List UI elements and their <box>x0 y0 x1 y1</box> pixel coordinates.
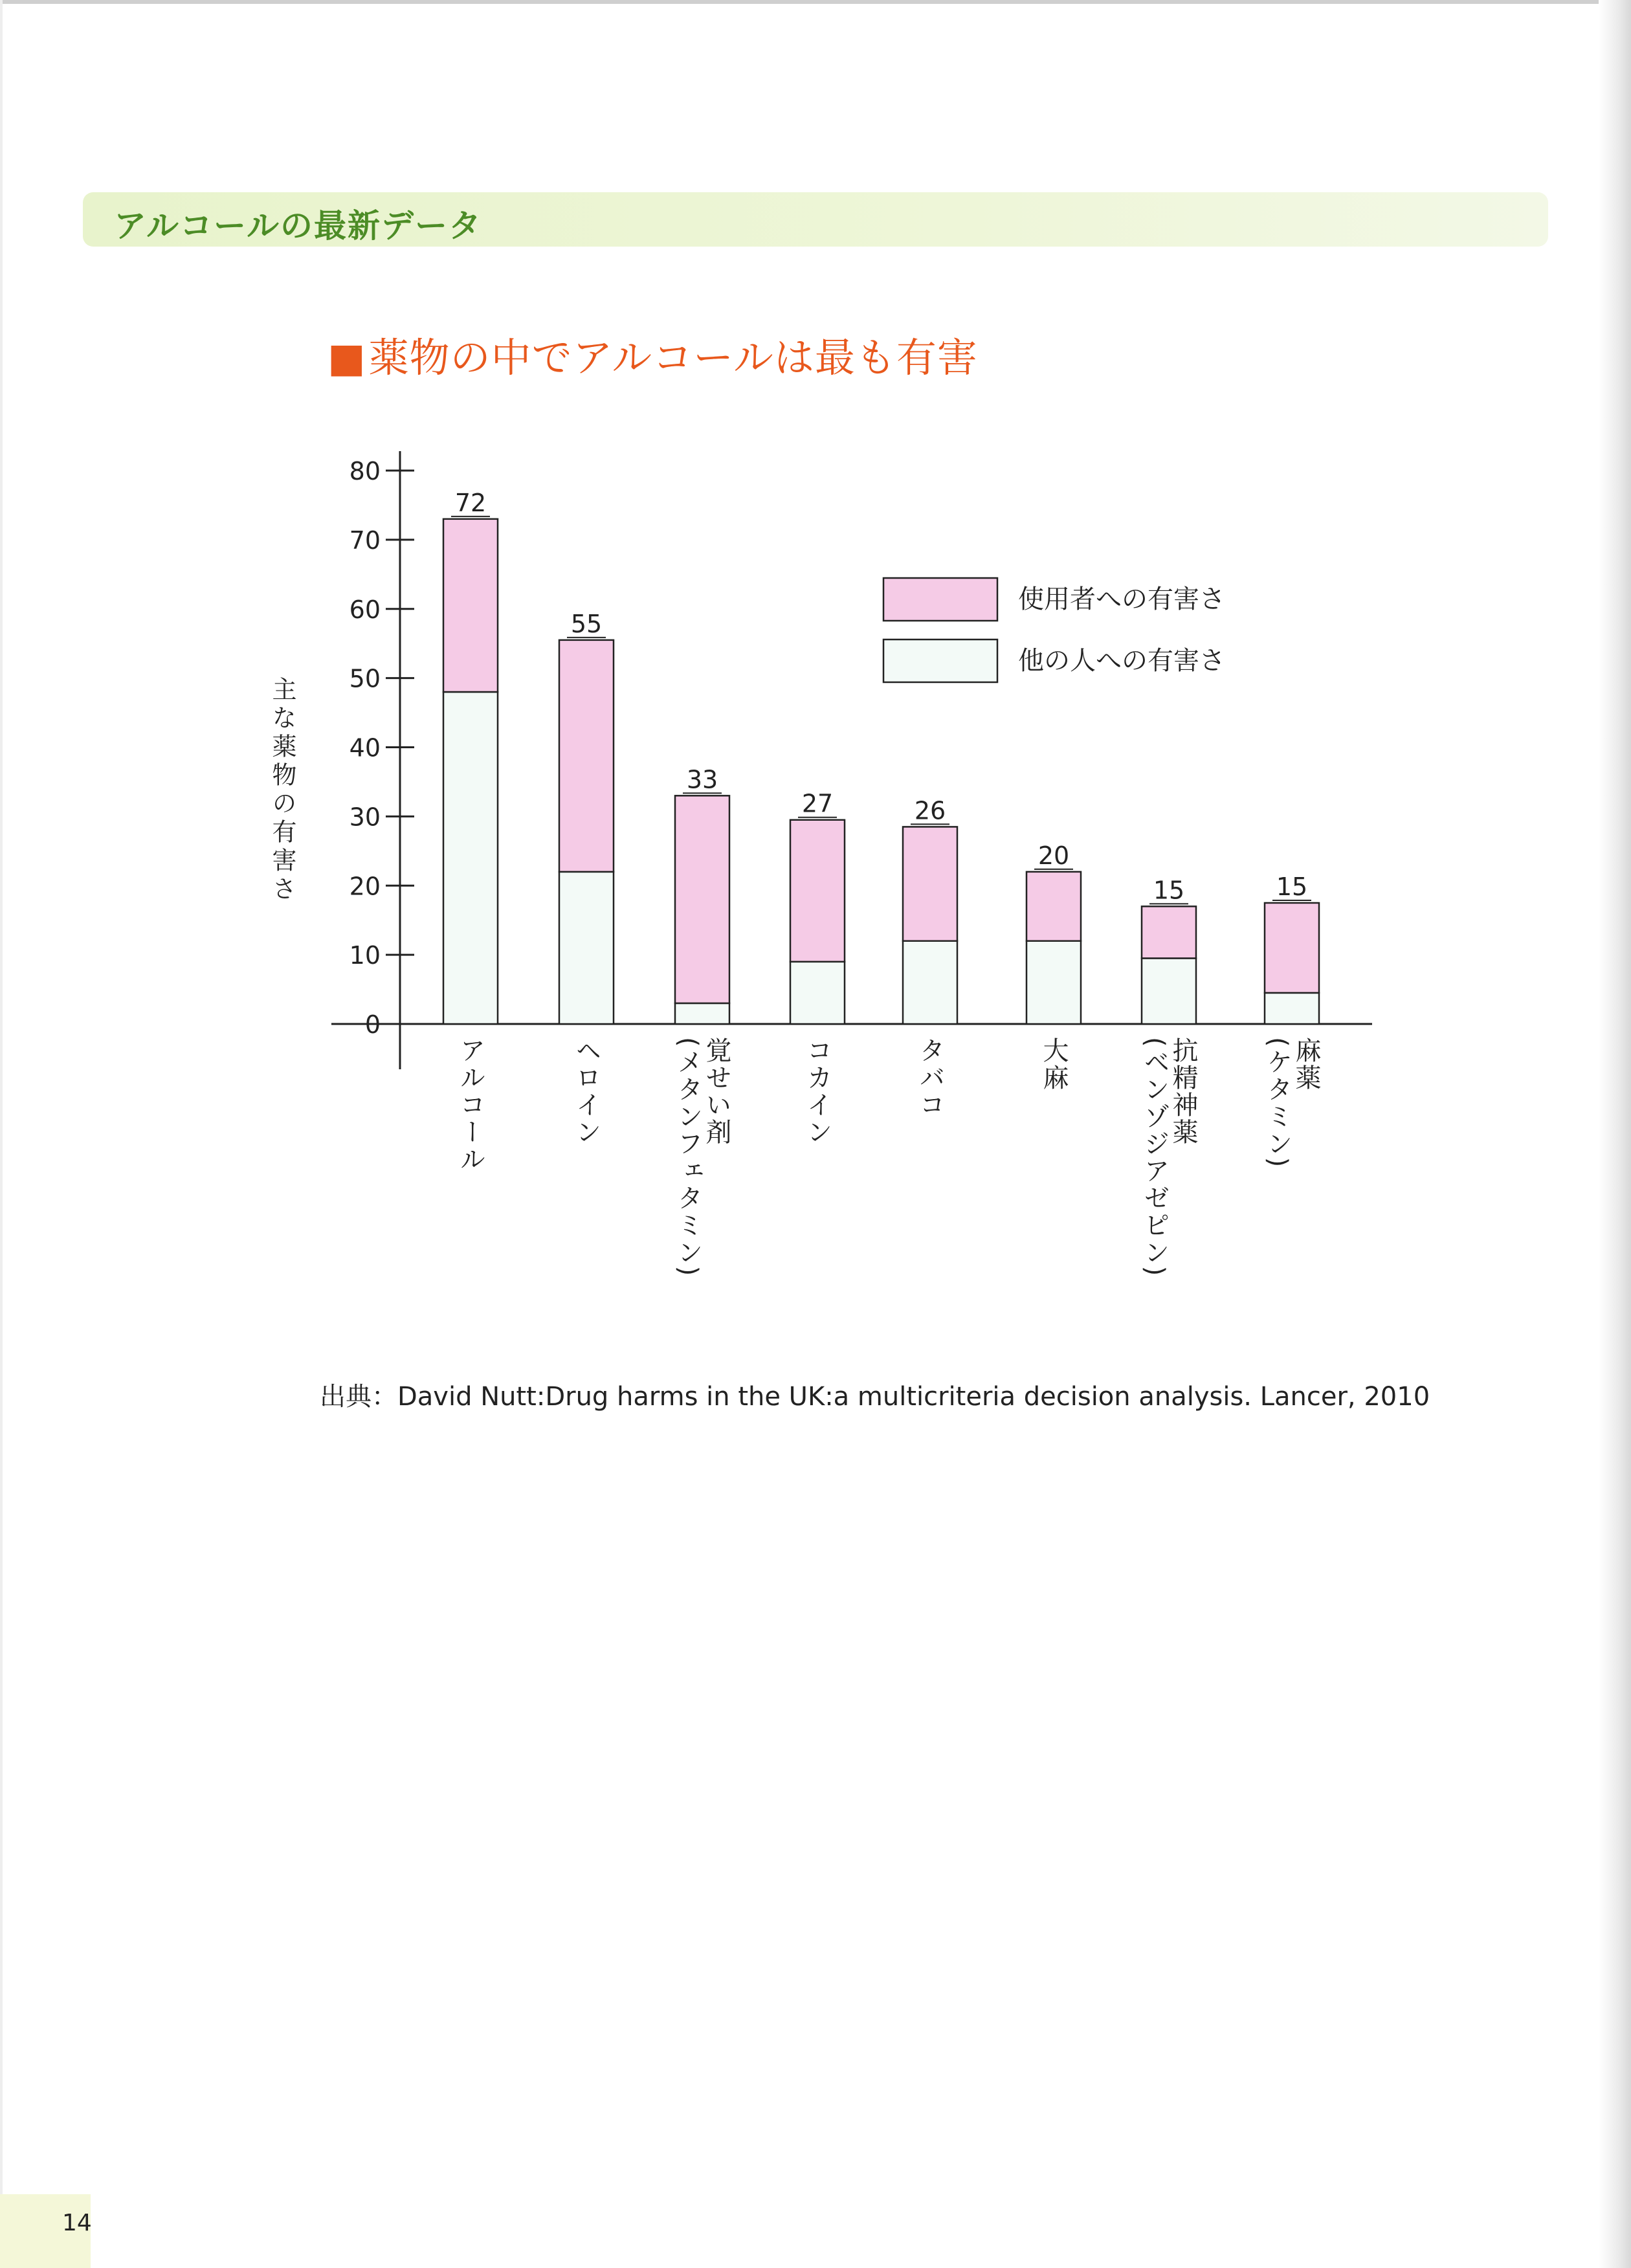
bar-total-label: 55 <box>570 609 603 638</box>
y-tick-label: 80 <box>349 457 381 485</box>
page-top-edge <box>0 0 1631 4</box>
bar-segment-others <box>443 692 498 1024</box>
bar-segment-user <box>1026 872 1081 941</box>
legend-swatch <box>883 639 997 682</box>
bar-segment-others <box>1265 993 1319 1024</box>
bar-segment-user <box>790 820 845 962</box>
bar-segment-user <box>675 795 729 1003</box>
bar-segment-user <box>903 827 957 940</box>
figure-title-text: 薬物の中でアルコールは最も有害 <box>368 334 978 381</box>
page-left-edge <box>0 0 3 2268</box>
y-tick-label: 50 <box>349 664 381 693</box>
x-category-label: 抗精神薬 <box>1168 1037 1198 1146</box>
y-tick-label: 30 <box>349 803 381 832</box>
bar-total-label: 26 <box>914 796 946 825</box>
y-axis-label: 主な薬物の有害さ <box>268 676 296 904</box>
y-tick-label: 0 <box>364 1010 381 1039</box>
legend-swatch <box>883 578 997 621</box>
legend-label: 他の人への有害さ <box>1018 646 1225 676</box>
source-citation: 出典：David Nutt:Drug harms in the UK:a multicriteria decision analysis. Lancer, 2010 <box>320 1382 1430 1412</box>
bar-segment-user <box>1142 906 1196 958</box>
bar-segment-user <box>559 640 614 872</box>
x-category-label: 覚せい剤 <box>702 1037 731 1146</box>
bar-total-label: 15 <box>1276 872 1308 901</box>
y-tick-label: 20 <box>349 872 381 901</box>
x-category-label: (ベンゾジアゼピン) <box>1140 1037 1170 1278</box>
bar-segment-others <box>559 872 614 1024</box>
page-shadow <box>1599 0 1631 2268</box>
legend-label: 使用者への有害さ <box>1018 584 1225 614</box>
bar-segment-user <box>1265 903 1319 993</box>
bar-segment-others <box>790 962 845 1024</box>
x-category-label: タバコ <box>915 1037 945 1118</box>
bar-total-label: 27 <box>801 789 834 818</box>
x-category-label: コカイン <box>803 1037 832 1146</box>
bar-segment-others <box>1026 941 1081 1024</box>
bar-segment-others <box>1142 958 1196 1024</box>
x-category-label: ヘロイン <box>571 1037 601 1146</box>
section-title: アルコールの最新データ <box>114 207 482 245</box>
y-tick-label: 10 <box>349 941 381 970</box>
bar-total-label: 15 <box>1153 876 1185 905</box>
title-square-marker: ■ <box>327 334 366 381</box>
figure-title <box>327 326 978 383</box>
x-category-label: (ケタミン) <box>1263 1037 1293 1169</box>
bar-segment-others <box>903 941 957 1024</box>
page-number: 14 <box>62 2210 92 2236</box>
y-tick-label: 60 <box>349 595 381 624</box>
bar-segment-user <box>443 519 498 692</box>
bar-total-label: 20 <box>1037 841 1070 870</box>
stacked-bar-chart <box>246 421 1450 1314</box>
x-category-label: (メタンフェタミン) <box>673 1037 703 1278</box>
y-tick-label: 40 <box>349 733 381 762</box>
x-category-label: アルコール <box>456 1037 485 1173</box>
bar-total-label: 72 <box>454 488 487 517</box>
x-category-label: 麻薬 <box>1291 1037 1321 1091</box>
y-tick-label: 70 <box>349 526 381 555</box>
bar-total-label: 33 <box>686 765 718 794</box>
x-category-label: 大麻 <box>1039 1037 1069 1091</box>
bar-segment-others <box>675 1003 729 1024</box>
